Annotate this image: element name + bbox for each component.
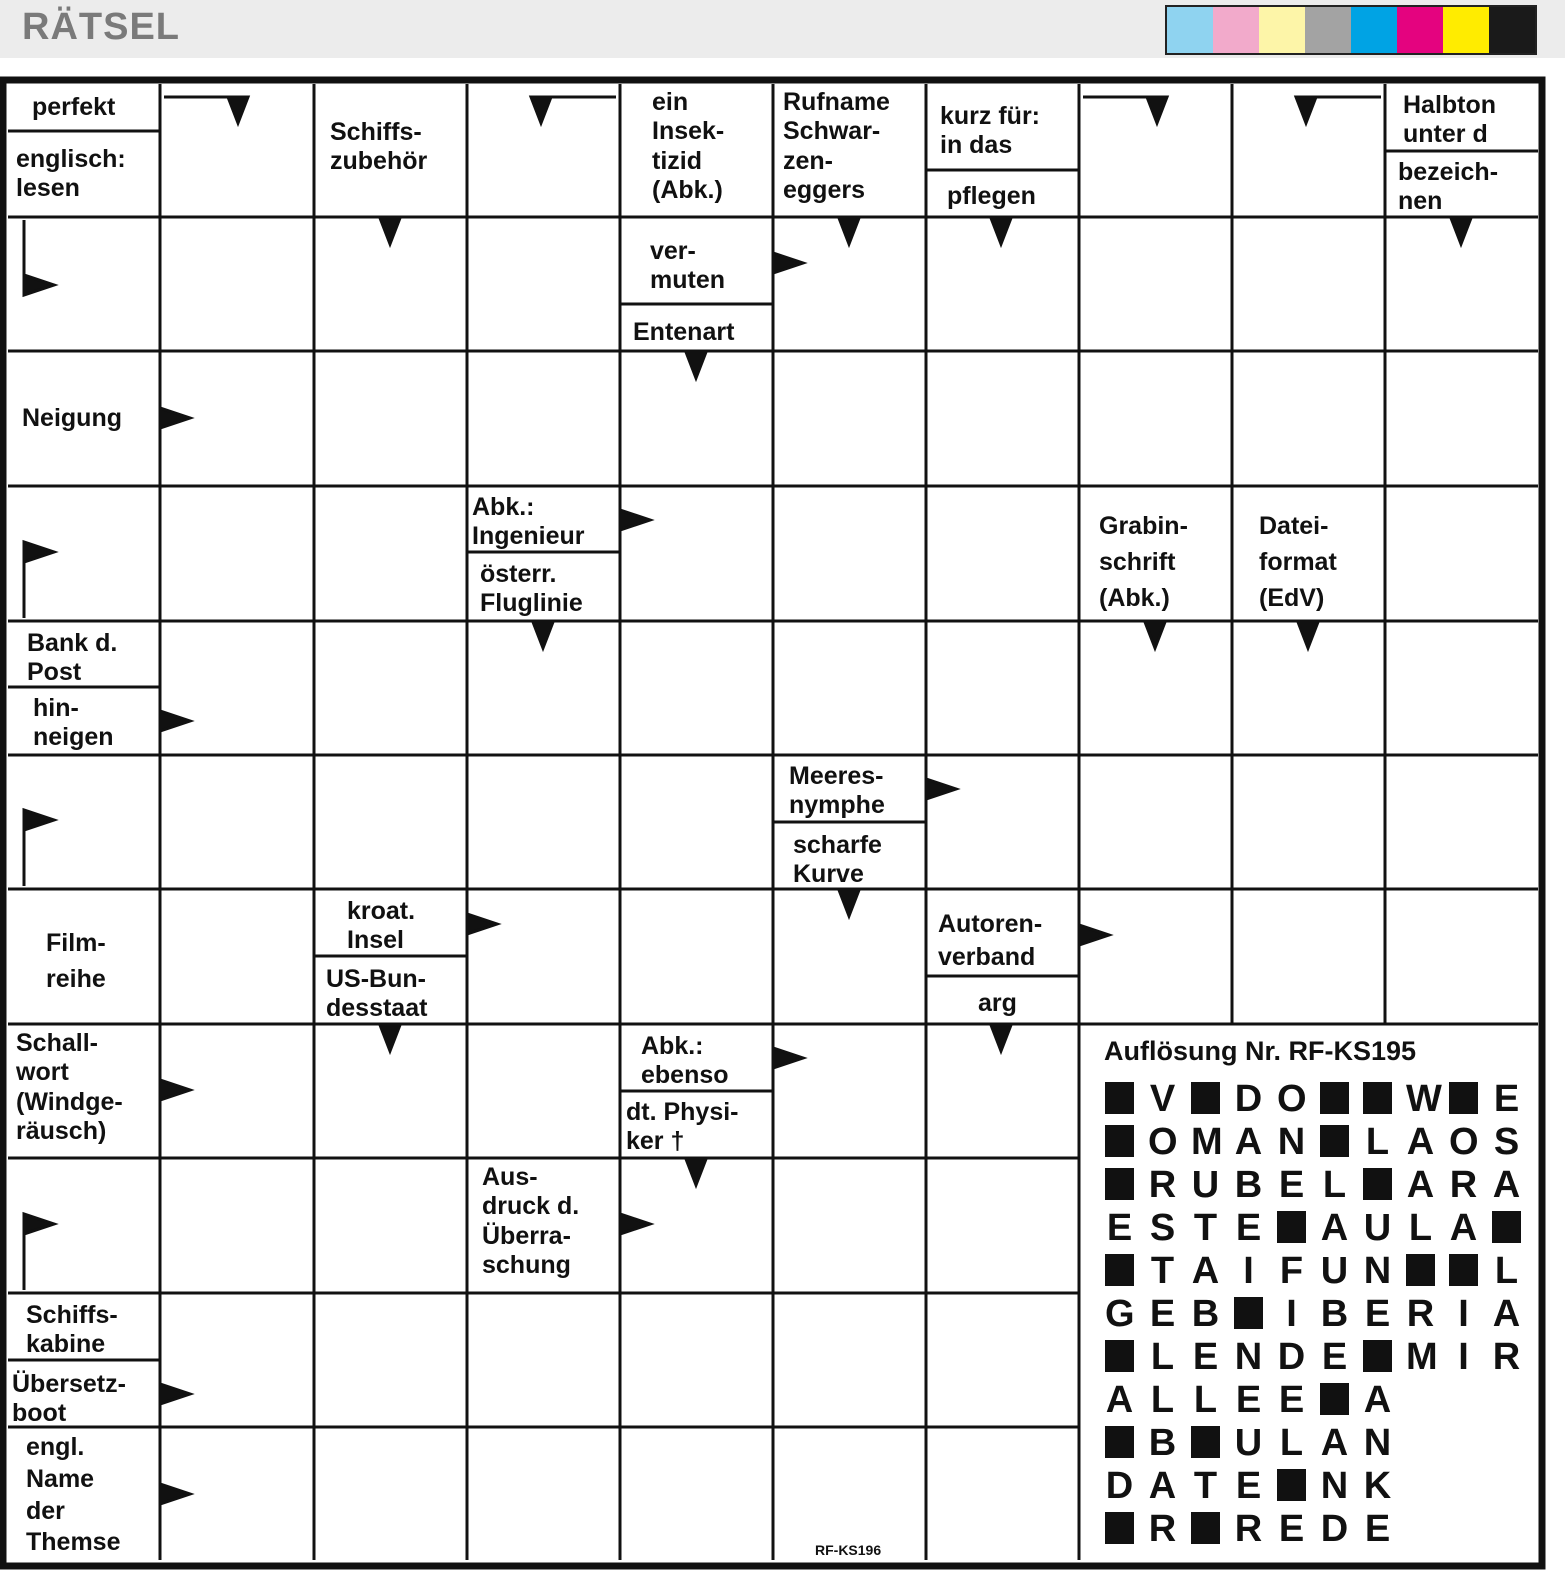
- solution-block: [1277, 1211, 1306, 1243]
- solution-letter: N: [1363, 1422, 1392, 1464]
- puzzle-code: RF-KS196: [815, 1542, 882, 1558]
- arrow-right-icon: [620, 1214, 650, 1234]
- clue-schiffskabine: Schiffs- kabine: [26, 1301, 118, 1359]
- solution-letter: T: [1150, 1250, 1175, 1292]
- solution-block: [1406, 1254, 1435, 1286]
- solution-letter: I: [1458, 1293, 1469, 1335]
- solution-letter: E: [1321, 1336, 1348, 1378]
- clue-bezeichnen: bezeich- nen: [1398, 158, 1499, 216]
- solution-row-11: [1105, 1508, 1406, 1551]
- arrow-right-icon: [24, 1214, 54, 1234]
- clue-rufname: Rufname Schwar- zen- eggers: [783, 88, 890, 204]
- arrow-down-icon: [1296, 97, 1316, 123]
- arrow-down-icon: [991, 1025, 1011, 1051]
- solution-letter: N: [1363, 1250, 1392, 1292]
- solution-block: [1105, 1340, 1134, 1372]
- solution-row-4: [1105, 1207, 1535, 1250]
- clue-ueberraschung: Aus- druck d. Überra- schung: [482, 1163, 580, 1279]
- solution-letter: L: [1193, 1379, 1218, 1421]
- clue-vermuten: ver- muten: [650, 237, 725, 295]
- solution-letter: A: [1148, 1465, 1177, 1507]
- solution-letter: D: [1105, 1465, 1134, 1507]
- solution-letter: A: [1320, 1207, 1349, 1249]
- solution-letter: E: [1364, 1508, 1391, 1550]
- clue-autorenverband: Autoren- verband: [938, 910, 1043, 972]
- clue-hinneigen: hin- neigen: [33, 694, 114, 752]
- clue-bank-post: Bank d. Post: [27, 629, 118, 687]
- solution-letter: N: [1320, 1465, 1349, 1507]
- clue-themse: engl. Name der Themse: [26, 1433, 121, 1557]
- solution-letter: A: [1234, 1121, 1263, 1163]
- solution-letter: D: [1234, 1078, 1263, 1120]
- solution-block: [1191, 1512, 1220, 1544]
- arrow-down-icon: [380, 1025, 400, 1051]
- solution-letter: E: [1149, 1293, 1176, 1335]
- solution-letter: M: [1191, 1121, 1223, 1163]
- solution-letter: D: [1277, 1336, 1306, 1378]
- solution-letter: U: [1234, 1422, 1263, 1464]
- clue-kroat-insel: kroat. Insel: [347, 897, 416, 955]
- solution-letter: N: [1234, 1336, 1263, 1378]
- arrow-down-icon: [686, 352, 706, 378]
- solution-block: [1105, 1082, 1134, 1114]
- arrow-right-icon: [160, 1384, 190, 1404]
- arrow-right-icon: [24, 542, 54, 562]
- solution-letter: E: [1278, 1379, 1305, 1421]
- arrow-right-icon: [24, 810, 54, 830]
- solution-letter: R: [1492, 1336, 1521, 1378]
- solution-row-5: [1105, 1250, 1535, 1293]
- solution-row-1: [1105, 1078, 1535, 1121]
- solution-letter: A: [1363, 1379, 1392, 1421]
- solution-letter: L: [1150, 1379, 1175, 1421]
- solution-row-9: [1105, 1422, 1406, 1465]
- solution-letter: B: [1191, 1293, 1220, 1335]
- arrow-down-icon: [533, 622, 553, 648]
- arrow-down-icon: [228, 97, 248, 123]
- arrow-down-icon: [839, 890, 859, 916]
- page-title: RÄTSEL: [22, 6, 180, 48]
- solution-letter: B: [1320, 1293, 1349, 1335]
- solution-letter: L: [1150, 1336, 1175, 1378]
- clue-scharfe-kurve: scharfe Kurve: [793, 831, 882, 889]
- solution-block: [1191, 1426, 1220, 1458]
- arrow-down-icon: [380, 218, 400, 244]
- clue-filmreihe: Film- reihe: [46, 929, 106, 993]
- clue-uebersetzboot: Übersetz- boot: [12, 1370, 126, 1428]
- solution-letter: R: [1449, 1164, 1478, 1206]
- clue-grabinschrift: Grabin- schrift (Abk.): [1099, 512, 1188, 612]
- solution-letter: V: [1149, 1078, 1176, 1120]
- arrow-right-icon: [926, 779, 956, 799]
- solution-block: [1105, 1426, 1134, 1458]
- solution-block: [1105, 1168, 1134, 1200]
- solution-letter: A: [1492, 1293, 1521, 1335]
- solution-letter: A: [1320, 1422, 1349, 1464]
- solution-block: [1449, 1254, 1478, 1286]
- solution-row-7: [1105, 1336, 1535, 1379]
- solution-letter: O: [1449, 1121, 1479, 1163]
- solution-block: [1277, 1469, 1306, 1501]
- clue-kurz-fuer: kurz für: in das: [940, 102, 1040, 160]
- solution-block: [1234, 1297, 1263, 1329]
- solution-letter: A: [1406, 1121, 1435, 1163]
- clue-pflegen: pflegen: [947, 182, 1036, 210]
- solution-letter: A: [1105, 1379, 1134, 1421]
- solution-block: [1363, 1340, 1392, 1372]
- clue-us-bundesstaat: US-Bun- desstaat: [326, 965, 428, 1023]
- solution-letter: B: [1148, 1422, 1177, 1464]
- solution-letter: R: [1148, 1508, 1177, 1550]
- solution-letter: R: [1148, 1164, 1177, 1206]
- solution-letter: W: [1406, 1078, 1442, 1120]
- solution-letter: E: [1192, 1336, 1219, 1378]
- arrow-down-icon: [839, 218, 859, 244]
- clue-arg: arg: [978, 989, 1017, 1017]
- solution-letter: T: [1193, 1465, 1218, 1507]
- clue-ingenieur: Abk.: Ingenieur: [472, 493, 585, 551]
- clue-perfekt: perfekt: [32, 93, 116, 121]
- solution-block: [1320, 1082, 1349, 1114]
- solution-letter: E: [1493, 1078, 1520, 1120]
- solution-block: [1492, 1211, 1521, 1243]
- clue-fluglinie: österr. Fluglinie: [480, 560, 583, 618]
- solution-row-3: [1105, 1164, 1535, 1207]
- clue-ebenso: Abk.: ebenso: [641, 1032, 729, 1090]
- solution-letter: M: [1406, 1336, 1438, 1378]
- solution-block: [1449, 1082, 1478, 1114]
- solution-letter: L: [1494, 1250, 1519, 1292]
- arrow-down-icon: [1145, 622, 1165, 648]
- solution-letter: T: [1193, 1207, 1218, 1249]
- solution-letter: E: [1278, 1508, 1305, 1550]
- clue-entenart: Entenart: [633, 318, 735, 346]
- solution-block: [1363, 1082, 1392, 1114]
- clue-meeresnymphe: Meeres- nymphe: [789, 762, 885, 820]
- clue-englisch-lesen: englisch: lesen: [16, 145, 126, 203]
- solution-letter: S: [1493, 1121, 1520, 1163]
- solution-row-6: [1105, 1293, 1535, 1336]
- clue-halbton: Halbton unter d: [1403, 91, 1497, 149]
- arrow-down-icon: [991, 218, 1011, 244]
- arrow-down-icon: [686, 1159, 706, 1185]
- solution-letter: A: [1406, 1164, 1435, 1206]
- solution-letter: E: [1106, 1207, 1133, 1249]
- clue-schiffszubehoer: Schiffs- zubehör: [330, 118, 428, 176]
- solution-letter: I: [1458, 1336, 1469, 1378]
- solution-letter: U: [1320, 1250, 1349, 1292]
- solution-letter: G: [1105, 1293, 1135, 1335]
- solution-letter: E: [1235, 1207, 1262, 1249]
- solution-letter: N: [1277, 1121, 1306, 1163]
- solution-letter: I: [1286, 1293, 1297, 1335]
- solution-letter: S: [1149, 1207, 1176, 1249]
- solution-block: [1105, 1254, 1134, 1286]
- solution-block: [1191, 1082, 1220, 1114]
- arrow-down-icon: [1147, 97, 1167, 123]
- solution-letter: A: [1492, 1164, 1521, 1206]
- solution-letter: U: [1191, 1164, 1220, 1206]
- clue-dateiformat: Datei- format (EdV): [1259, 512, 1337, 612]
- clue-physiker: dt. Physi- ker †: [626, 1098, 739, 1156]
- solution-letter: R: [1234, 1508, 1263, 1550]
- solution-block: [1105, 1125, 1134, 1157]
- arrow-down-icon: [1298, 622, 1318, 648]
- solution-letter: E: [1235, 1465, 1262, 1507]
- arrow-down-icon: [1451, 218, 1471, 244]
- solution-block: [1363, 1168, 1392, 1200]
- arrow-right-icon: [773, 253, 803, 273]
- arrow-right-icon: [620, 510, 650, 530]
- solution-letter: L: [1408, 1207, 1433, 1249]
- arrow-right-icon: [160, 1484, 190, 1504]
- solution-block: [1320, 1383, 1349, 1415]
- solution-letter: D: [1320, 1508, 1349, 1550]
- clue-neigung: Neigung: [22, 404, 122, 432]
- clue-insektizid: ein Insek- tizid (Abk.): [652, 88, 725, 204]
- solution-letter: O: [1277, 1078, 1307, 1120]
- solution-letter: A: [1191, 1250, 1220, 1292]
- solution-letter: A: [1449, 1207, 1478, 1249]
- arrow-right-icon: [160, 711, 190, 731]
- solution-letter: E: [1235, 1379, 1262, 1421]
- solution-letter: F: [1279, 1250, 1304, 1292]
- arrow-right-icon: [773, 1048, 803, 1068]
- solution-block: [1320, 1125, 1349, 1157]
- solution-letter: I: [1243, 1250, 1254, 1292]
- solution-letter: E: [1278, 1164, 1305, 1206]
- solution-row-2: [1105, 1121, 1535, 1164]
- solution-letter: L: [1279, 1422, 1304, 1464]
- clue-schallwort: Schall- wort (Windge- räusch): [16, 1029, 123, 1145]
- arrow-down-icon: [531, 97, 551, 123]
- solution-letter: R: [1406, 1293, 1435, 1335]
- arrow-right-icon: [160, 1080, 190, 1100]
- solution-letter: L: [1322, 1164, 1347, 1206]
- solution-title: Auflösung Nr. RF-KS195: [1104, 1036, 1417, 1066]
- solution-letter: E: [1364, 1293, 1391, 1335]
- arrow-right-icon: [24, 275, 54, 295]
- solution-letter: U: [1363, 1207, 1392, 1249]
- solution-row-10: [1105, 1465, 1406, 1508]
- solution-letter: K: [1363, 1465, 1392, 1507]
- solution-letter: B: [1234, 1164, 1263, 1206]
- solution-letter: O: [1148, 1121, 1178, 1163]
- arrow-right-icon: [467, 914, 497, 934]
- arrow-right-icon: [160, 408, 190, 428]
- solution-row-8: [1105, 1379, 1406, 1422]
- solution-block: [1105, 1512, 1134, 1544]
- arrow-right-icon: [1079, 925, 1109, 945]
- solution-letter: L: [1365, 1121, 1390, 1163]
